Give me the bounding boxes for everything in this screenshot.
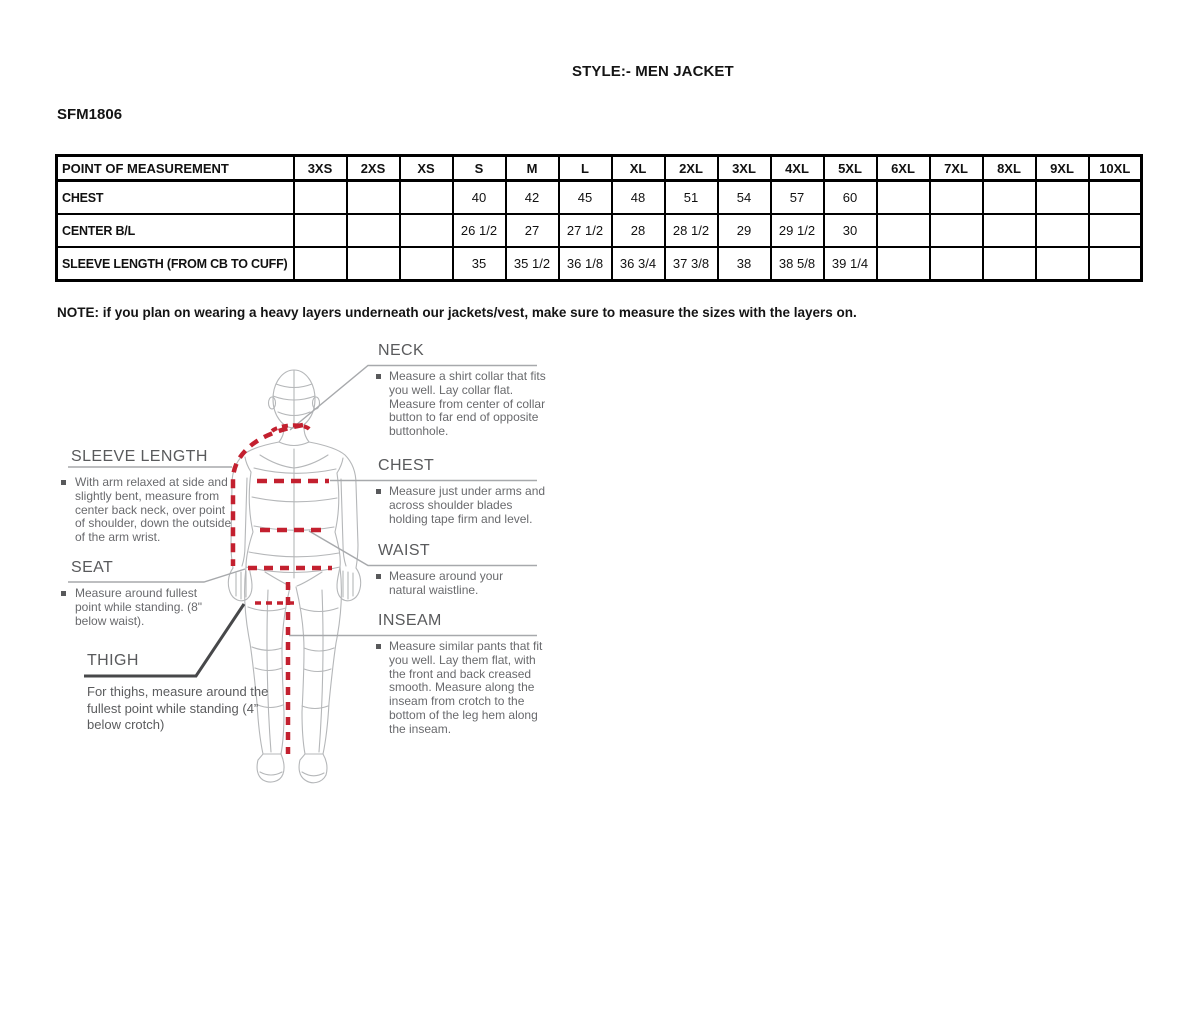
size-chart-table [55, 154, 1143, 282]
bullet-icon [61, 476, 75, 545]
size-value-cell: 45 [559, 181, 612, 215]
size-value-cell: 39 1/4 [824, 247, 877, 281]
size-value-cell [294, 247, 347, 281]
size-value-cell: 40 [453, 181, 506, 215]
size-value-cell [877, 181, 930, 215]
size-col-header: 10XL [1089, 156, 1142, 181]
size-col-header: 7XL [930, 156, 983, 181]
guide-section-chest [376, 456, 549, 526]
size-value-cell: 36 1/8 [559, 247, 612, 281]
size-value-cell [1036, 247, 1089, 281]
size-value-cell [347, 214, 400, 247]
neck-description: Measure a shirt collar that fits you well. Lay collar flat. Measure from center of collar button to far end of opposite buttonhole. [389, 369, 546, 439]
inseam-label: INSEAM [378, 612, 442, 629]
size-value-cell [1036, 181, 1089, 215]
size-col-header: 2XL [665, 156, 718, 181]
size-value-cell [400, 214, 453, 247]
bullet-icon [376, 370, 389, 439]
thigh-description: For thighs, measure around the fullest point while standing (4” below crotch) [87, 684, 269, 732]
size-col-header: 9XL [1036, 156, 1089, 181]
size-col-header: 5XL [824, 156, 877, 181]
size-value-cell [347, 247, 400, 281]
size-value-cell: 48 [612, 181, 665, 215]
sleeve-measure-dash [233, 425, 303, 566]
bullet-icon [376, 570, 389, 598]
bullet-icon [61, 587, 75, 628]
size-value-cell: 28 [612, 214, 665, 247]
size-value-cell: 51 [665, 181, 718, 215]
measurement-label-cell: CENTER B/L [57, 214, 294, 247]
size-col-header: M [506, 156, 559, 181]
guide-section-thigh [87, 651, 277, 734]
size-value-cell: 36 3/4 [612, 247, 665, 281]
chest-label: CHEST [378, 457, 435, 474]
size-value-cell [930, 214, 983, 247]
size-col-header: 2XS [347, 156, 400, 181]
size-value-cell [877, 247, 930, 281]
size-value-cell: 29 [718, 214, 771, 247]
guide-section-waist [376, 541, 539, 598]
guide-section-sleeve-length [61, 447, 237, 545]
size-value-cell [983, 214, 1036, 247]
size-value-cell [877, 214, 930, 247]
neck-label: NECK [378, 342, 425, 359]
size-value-cell: 29 1/2 [771, 214, 824, 247]
measurement-label-cell: CHEST [57, 181, 294, 215]
guide-section-seat [61, 558, 221, 628]
bullet-icon [376, 640, 389, 737]
size-value-cell: 60 [824, 181, 877, 215]
size-value-cell [983, 181, 1036, 215]
document-title: STYLE:- MEN JACKET [572, 63, 734, 80]
size-value-cell: 57 [771, 181, 824, 215]
size-value-cell: 27 1/2 [559, 214, 612, 247]
size-value-cell [294, 214, 347, 247]
inseam-description: Measure similar pants that fit you well. Lay them flat, with the front and back creased smooth. Measure along the inseam from crotch to the bottom of the leg hem along the inseam. [389, 639, 543, 736]
point-of-measurement-header: POINT OF MEASUREMENT [57, 156, 294, 181]
note-text: NOTE: if you plan on wearing a heavy layers underneath our jackets/vest, make sure to measure the sizes with the layers on. [57, 305, 857, 320]
size-value-cell [294, 181, 347, 215]
size-chart-row [57, 247, 1142, 281]
measurement-label-cell: SLEEVE LENGTH (FROM CB TO CUFF) [57, 247, 294, 281]
size-value-cell: 42 [506, 181, 559, 215]
waist-description: Measure around your natural waistline. [389, 569, 504, 597]
size-value-cell: 28 1/2 [665, 214, 718, 247]
size-col-header: 6XL [877, 156, 930, 181]
guide-section-inseam [376, 611, 549, 737]
size-chart-table-wrap [55, 154, 1143, 282]
size-col-header: 3XL [718, 156, 771, 181]
size-value-cell: 26 1/2 [453, 214, 506, 247]
size-value-cell: 38 [718, 247, 771, 281]
size-value-cell [930, 247, 983, 281]
size-value-cell [347, 181, 400, 215]
size-chart-row [57, 214, 1142, 247]
size-col-header: 3XS [294, 156, 347, 181]
size-value-cell: 54 [718, 181, 771, 215]
size-value-cell [1089, 181, 1142, 215]
neck-measure-dash [272, 425, 310, 431]
size-col-header: S [453, 156, 506, 181]
guide-section-neck [376, 341, 546, 439]
sleeve-length-description: With arm relaxed at side and slightly bent, measure from center back neck, over point of shoulder, down the outside of the arm wrist. [75, 475, 232, 545]
seat-description: Measure around fullest point while standing. (8" below waist). [75, 586, 203, 628]
waist-label: WAIST [378, 542, 431, 559]
size-chart-row [57, 181, 1142, 215]
size-col-header: XS [400, 156, 453, 181]
size-chart-header-row [57, 156, 1142, 181]
thigh-label: THIGH [87, 652, 139, 669]
bullet-icon [376, 485, 389, 526]
chest-description: Measure just under arms and across shoulder blades holding tape firm and level. [389, 484, 546, 526]
size-value-cell [400, 247, 453, 281]
sleeve-length-label: SLEEVE LENGTH [71, 448, 208, 465]
size-col-header: XL [612, 156, 665, 181]
size-value-cell [1089, 247, 1142, 281]
size-value-cell [400, 181, 453, 215]
size-value-cell [1036, 214, 1089, 247]
size-col-header: 4XL [771, 156, 824, 181]
size-value-cell: 38 5/8 [771, 247, 824, 281]
size-col-header: 8XL [983, 156, 1036, 181]
size-value-cell: 27 [506, 214, 559, 247]
size-value-cell [983, 247, 1036, 281]
size-value-cell: 35 1/2 [506, 247, 559, 281]
size-value-cell: 30 [824, 214, 877, 247]
size-value-cell [1089, 214, 1142, 247]
size-value-cell: 37 3/8 [665, 247, 718, 281]
seat-label: SEAT [71, 559, 114, 576]
size-value-cell [930, 181, 983, 215]
style-code: SFM1806 [57, 106, 123, 123]
size-value-cell: 35 [453, 247, 506, 281]
size-col-header: L [559, 156, 612, 181]
